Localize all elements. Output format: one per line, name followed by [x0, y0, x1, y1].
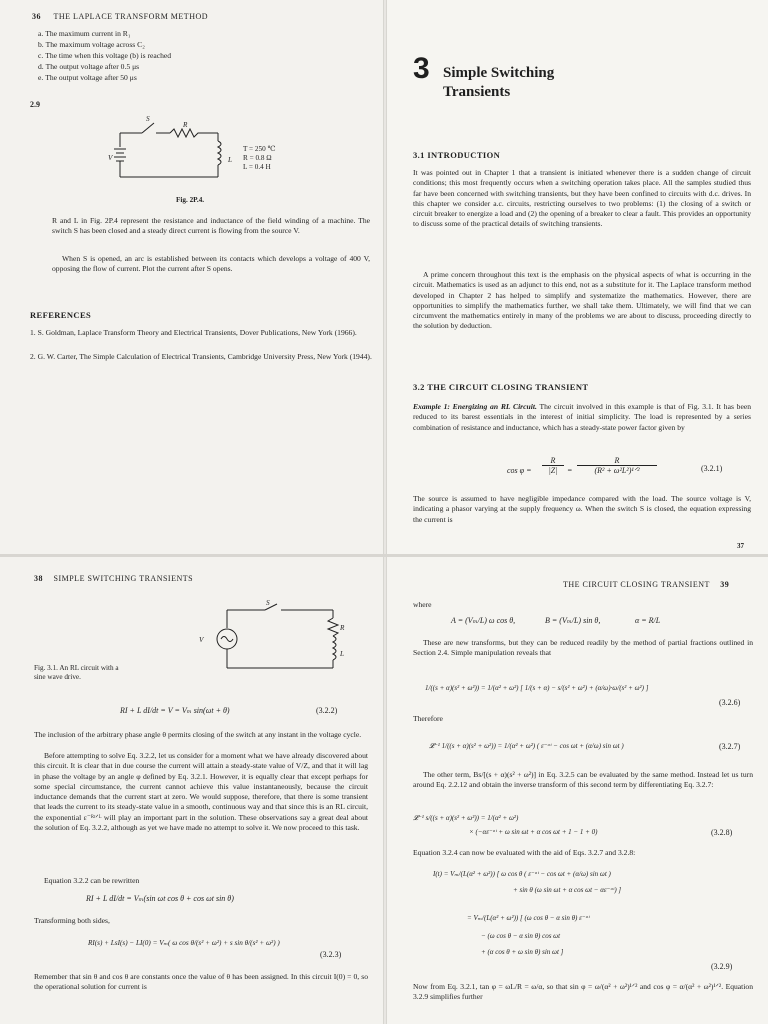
- fraction-numerator: R: [614, 456, 620, 465]
- book-gutter: [383, 0, 387, 1024]
- paragraph: [413, 402, 751, 433]
- paragraph: The inclusion of the arbitrary phase angle θ permits closing of the switch at any instant in the voltage cycle.: [34, 730, 362, 739]
- chapter-title-line: Transients: [443, 84, 511, 100]
- equation: 𝓛⁻¹ 1/((s + α)(s² + ω²)) = 1/(α² + ω²) ( ε⁻ᵅᵗ − cos ωt + (α/ω) sin ωt ): [429, 742, 624, 750]
- equation-number: (3.2.3): [320, 950, 342, 959]
- equals-sign: =: [567, 466, 573, 475]
- fig-label-v: V: [108, 154, 113, 162]
- equation-lhs: cos φ =: [507, 466, 532, 475]
- fig-label-r: R: [340, 624, 345, 632]
- list-item: d. The output voltage after 0.5 μs: [38, 62, 140, 71]
- example-lead: Example 1: Energizing an RL Circuit.: [413, 402, 537, 411]
- definition-b: B = (Vₘ/L) sin θ,: [545, 616, 601, 625]
- fig-label-l: L: [340, 650, 344, 658]
- list-item: c. The time when this voltage (b) is reached: [38, 51, 172, 60]
- reference-item: 2. G. W. Carter, The Simple Calculation of Electrical Transients, Cambridge University Press, New York (1944).: [30, 352, 372, 361]
- fig-label-l: L: [228, 156, 232, 164]
- equation-number: (3.2.9): [711, 962, 733, 971]
- therefore-label: Therefore: [413, 714, 443, 723]
- section-heading: 3.1 INTRODUCTION: [413, 150, 501, 160]
- paragraph: The source is assumed to have negligible impedance compared with the load. The source voltage is V, indicating a phasor varying at the supply frequency ω. When the switch S is closed, the equation expressing the current is: [413, 494, 751, 524]
- example-text: The circuit involved in this example is that of Fig. 3.1. It has been reduced to its barest essentials in the interest of initial simplicity. The load is represented by a series combination of resistance and inductance, which has a steady-state power factor given by: [413, 402, 751, 432]
- reference-item: 1. S. Goldman, Laplace Transform Theory and Electrical Transients, Dover Publications, New York (1966).: [30, 328, 357, 337]
- paragraph: Equation 3.2.4 can now be evaluated with the aid of Eqs. 3.2.7 and 3.2.8:: [413, 848, 636, 857]
- fig-caption: Fig. 2P.4.: [176, 196, 205, 204]
- problem-text-2: When S is opened, an arc is established between its contacts which develops a voltage of 400 V, opposing the flow of current. Plot the current after S opens.: [52, 254, 370, 274]
- equation-number: (3.2.7): [719, 742, 741, 751]
- paragraph: It was pointed out in Chapter 1 that a transient is initiated whenever there is a sudden change of circuit conditions; this most frequently occurs when a switching operation takes place. All the samples studied thus far have been concerned with switching transients, but they have been confined to circuits with d.c. drives. In this chapter we consider a.c. circuits, restricting ourselves to two problems: (1) the closing of a switch or circuit breaker to energize a load and (2) the opening of a breaker to clear a fault. This provides an opportunity to discuss some of the practical details of switching transients.: [413, 168, 751, 229]
- page-number: 38: [34, 574, 43, 583]
- page-number: 37: [737, 542, 744, 550]
- equation: + (α cos θ + ω sin θ) sin ωt ]: [481, 948, 564, 956]
- page-39: [385, 556, 768, 1024]
- fraction-denominator: |Z|: [542, 465, 564, 475]
- figure-3-1-circuit: [205, 604, 355, 684]
- paragraph: Before attempting to solve Eq. 3.2.2, let us consider for a moment what we have already discovered about this circuit. It is clear that in due course the current will attain a steady-state value of V/Z, and that it will lag in phase the voltage by an angle φ defined by Eq. 3.2.1. However, it is equally clear that except perhaps for some special circumstance, the current cannot achieve this value instantaneously, because the circuit inductance demands that the current start at zero. We would suppose, therefore, that there is some transient that leads the current to its steady-state value in a smooth, continuous way and that since this is an RL circuit, the exponential ε⁻ᴿᵗᐟᴸ will play an important part in the solution. These observations say a great deal about the solution of Eq. 3.2.2, although as yet we have made no attempt to solve it. We now proceed to this task.: [34, 751, 368, 833]
- header-title: SIMPLE SWITCHING TRANSIENTS: [53, 574, 194, 583]
- page-37: [385, 0, 768, 556]
- paragraph: Now from Eq. 3.2.1, tan φ = ωL/R = ω/α, so that sin φ = ω/(α² + ω²)¹ᐟ² and cos φ = α/(α² + ω²)¹ᐟ². Equation 3.2.9 simplifies further: [413, 982, 753, 1002]
- equation: = Vₘ/(L(α² + ω²)) [ (ω cos θ − α sin θ) ε⁻ᵅᵗ: [467, 914, 590, 922]
- chapter-title: [443, 64, 554, 102]
- fraction-numerator: R: [550, 456, 556, 465]
- equation: 1/((s + α)(s² + ω²)) = 1/(α² + ω²) [ 1/(s + α) − s/(s² + ω²) + (α/ω)·ω/(s² + ω²) ]: [425, 684, 649, 692]
- paragraph: A prime concern throughout this text is the emphasis on the physical aspects of what is occurring in the circuit. Mathematics is used as an adjunct to this end, not as a substitute for it. The Laplace transform method developed in Chapter 2 has helped to simplify and systematize the mathematics. However, there are opportunities to simplify the mathematics further, we shall take them. Ultimately, we will find that we can circumvent the mathematics entirely in many of the problems we are about to discuss, proceeding directly to the solution by deduction.: [413, 270, 751, 331]
- question-list: [38, 28, 171, 83]
- list-item: b. The maximum voltage across C₂: [38, 40, 145, 49]
- running-header: [563, 580, 729, 589]
- fig-value: L = 0.4 H: [243, 163, 271, 171]
- equation-number: (3.2.1): [701, 464, 723, 473]
- equation: RI + L dI/dt = Vₘ(sin ωt cos θ + cos ωt sin θ): [86, 894, 234, 903]
- references-heading: REFERENCES: [30, 310, 92, 320]
- page-number: 39: [720, 580, 730, 589]
- paragraph: Remember that sin θ and cos θ are constants once the value of θ has been assigned. In this circuit I(0) = 0, so the operational solution for current is: [34, 972, 368, 992]
- fig-label-s: S: [146, 115, 150, 123]
- header-title: THE LAPLACE TRANSFORM METHOD: [53, 12, 209, 21]
- fraction-denominator: (R² + ω²L²)¹ᐟ²: [577, 465, 657, 475]
- running-header: [34, 574, 193, 583]
- list-item: a. The maximum current in R₁: [38, 29, 131, 38]
- equation: × (−αε⁻ᵅᵗ + ω sin ωt + α cos ωt + 1 − 1 + 0): [469, 828, 598, 836]
- paragraph: The other term, Bs/[(s + α)(s² + ω²)] in Eq. 3.2.5 can be evaluated by the same method. Instead let us turn around Eq. 2.2.12 and obtain the inverse transform of this second term by differentiating Eq. 3.2.7:: [413, 770, 753, 790]
- fraction: [542, 456, 564, 475]
- equation-number: (3.2.8): [711, 828, 733, 837]
- fig-value: T = 250 ℃: [243, 145, 276, 153]
- definition-a: A = (Vₘ/L) ω cos θ,: [451, 616, 516, 625]
- fig-value: R = 0.8 Ω: [243, 154, 272, 162]
- list-item: e. The output voltage after 50 μs: [38, 73, 137, 82]
- page-number: 36: [32, 12, 41, 21]
- chapter-number: 3: [413, 52, 430, 85]
- chapter-title-line: Simple Switching: [443, 65, 555, 81]
- equation: − (ω cos θ − α sin θ) cos ωt: [481, 932, 561, 940]
- where-label: where: [413, 600, 432, 609]
- equation-number: (3.2.2): [316, 706, 338, 715]
- page-divider: [0, 554, 768, 557]
- fig-label-r: R: [183, 121, 188, 129]
- fig-values: [243, 145, 276, 172]
- paragraph: Transforming both sides,: [34, 916, 110, 925]
- equation: RI + L dI/dt = V = Vₘ sin(ωt + θ): [120, 706, 230, 715]
- equation: I(t) = Vₘ/(L(α² + ω²)) [ ω cos θ ( ε⁻ᵅᵗ − cos ωt + (α/ω) sin ωt ): [433, 870, 611, 878]
- fraction: [577, 456, 657, 475]
- fig-label-v: V: [199, 636, 204, 644]
- equation: RI(s) + LsI(s) − LI(0) = Vₘ( ω cos θ/(s² + ω²) + s sin θ/(s² + ω²) ): [88, 939, 280, 947]
- paragraph: Equation 3.2.2 can be rewritten: [44, 876, 140, 885]
- paragraph: These are new transforms, but they can be reduced readily by the method of partial fractions outlined in Section 2.4. Simple manipulation reveals that: [413, 638, 753, 658]
- equation-number: (3.2.6): [719, 698, 741, 707]
- equation: 𝓛⁻¹ s/((s + α)(s² + ω²)) = 1/(α² + ω²): [413, 814, 519, 822]
- page-36: [0, 0, 385, 556]
- fig-caption: Fig. 3.1. An RL circuit with a sine wave drive.: [34, 664, 119, 681]
- page-38: [0, 556, 385, 1024]
- definition-alpha: α = R/L: [635, 616, 661, 625]
- header-title: THE CIRCUIT CLOSING TRANSIENT: [563, 580, 710, 589]
- section-heading: 3.2 THE CIRCUIT CLOSING TRANSIENT: [413, 382, 589, 392]
- equation: + sin θ (ω sin ωt + α cos ωt − αε⁻ᵅᵗ) ]: [513, 886, 622, 894]
- fig-label-s: S: [266, 599, 270, 607]
- running-header: [32, 12, 208, 21]
- problem-text: R and L in Fig. 2P.4 represent the resistance and inductance of the field winding of a machine. The switch S has been closed and a steady direct current is flowing from the source V.: [52, 216, 370, 236]
- problem-number: 2.9: [30, 100, 40, 109]
